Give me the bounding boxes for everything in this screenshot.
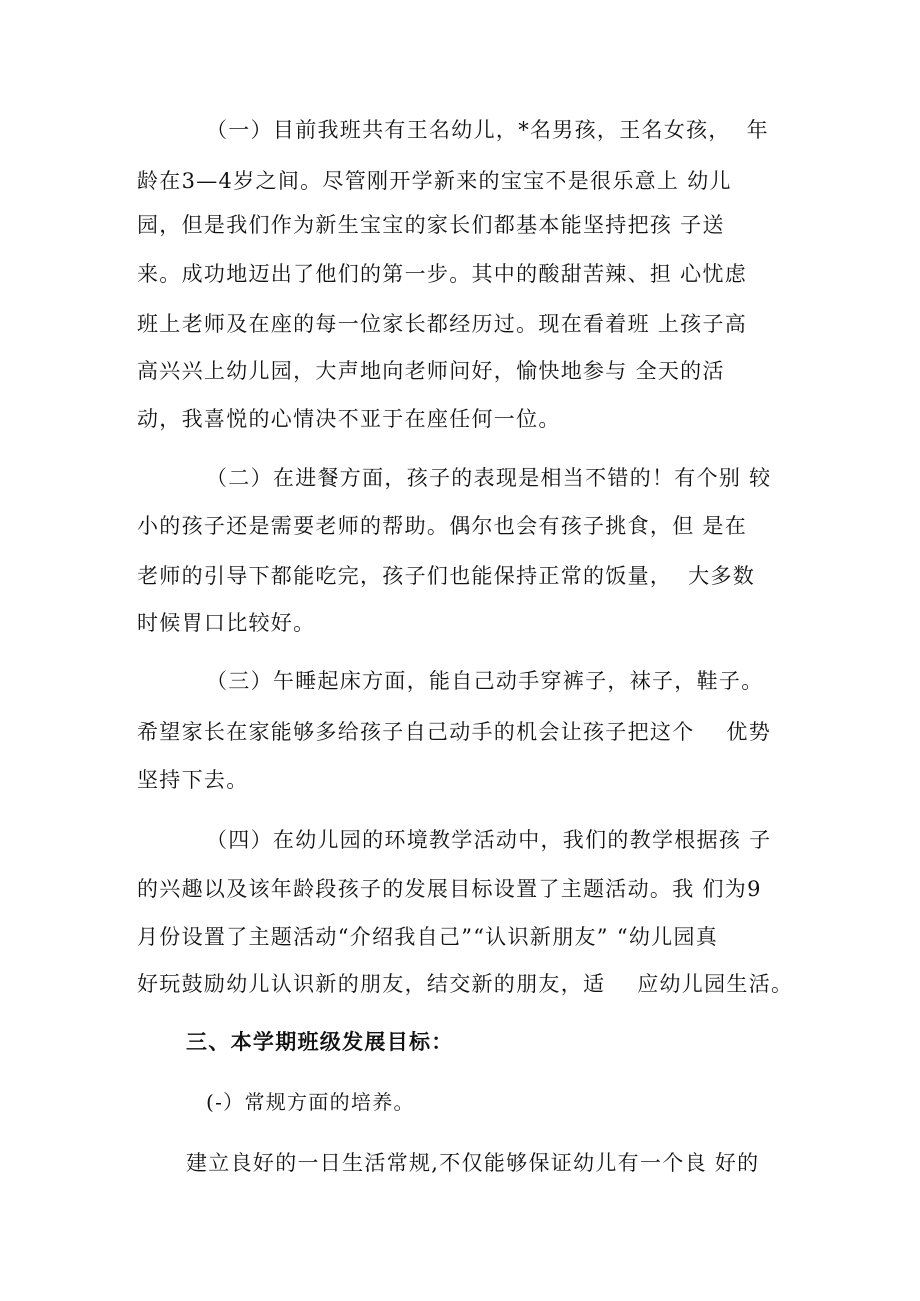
subheading: (-）常规方面的培养。: [206, 1090, 415, 1114]
text-line: （三）午睡起床方面，能自己动手穿裤子，袜子，鞋子。: [206, 669, 764, 693]
text-line: 来。成功地迈出了他们的第一步。其中的酸甜苦辣、担 心忧虑: [137, 262, 748, 286]
text-line: 时候胃口比较好。: [137, 611, 316, 635]
text-line: 班上老师及在座的每一位家长都经历过。现在看着班 上孩子高: [137, 312, 748, 336]
text-line: 希望家长在家能够多给孩子自己动手的机会让孩子把这个 优势: [137, 720, 771, 744]
text-line: 月份设置了主题活动“介绍我自己”“认识新朋友” “幼儿园真: [137, 925, 719, 949]
text-line: 好玩鼓励幼儿认识新的朋友，结交新的朋友，适 应幼儿园生活。: [137, 972, 794, 996]
section-heading: 三、本学期班级发展目标：: [186, 1029, 454, 1054]
text-line: 坚持下去。: [137, 768, 249, 792]
text-line: 高兴兴上幼儿园，大声地向老师问好，愉快地参与 全天的活: [137, 359, 725, 383]
text-line: 建立良好的一日生活常规,不仅能够保证幼儿有一个良 好的: [186, 1151, 760, 1175]
text-line: 动，我喜悦的心情决不亚于在座任何一位。: [137, 407, 561, 431]
text-line: （二）在进餐方面，孩子的表现是相当不错的！有个别 较: [206, 466, 772, 490]
text-line: 小的孩子还是需要老师的帮助。偶尔也会有孩子挑食，但 是在: [137, 514, 748, 538]
text-line: 龄在3—4岁之间。尽管刚开学新来的宝宝不是很乐意上 幼儿: [137, 169, 732, 193]
text-line: 的兴趣以及该年龄段孩子的发展目标设置了主题活动。我 们为9: [137, 877, 762, 901]
text-line: 园，但是我们作为新生宝宝的家长们都基本能坚持把孩 子送: [137, 213, 725, 237]
text-line: （一）目前我班共有王名幼儿，*名男孩，王名女孩， 年: [206, 118, 769, 142]
text-line: 老师的引导下都能吃完，孩子们也能保持正常的饭量， 大多数: [137, 564, 756, 588]
text-line: （四）在幼儿园的环境教学活动中，我们的教学根据孩 子: [206, 828, 772, 852]
